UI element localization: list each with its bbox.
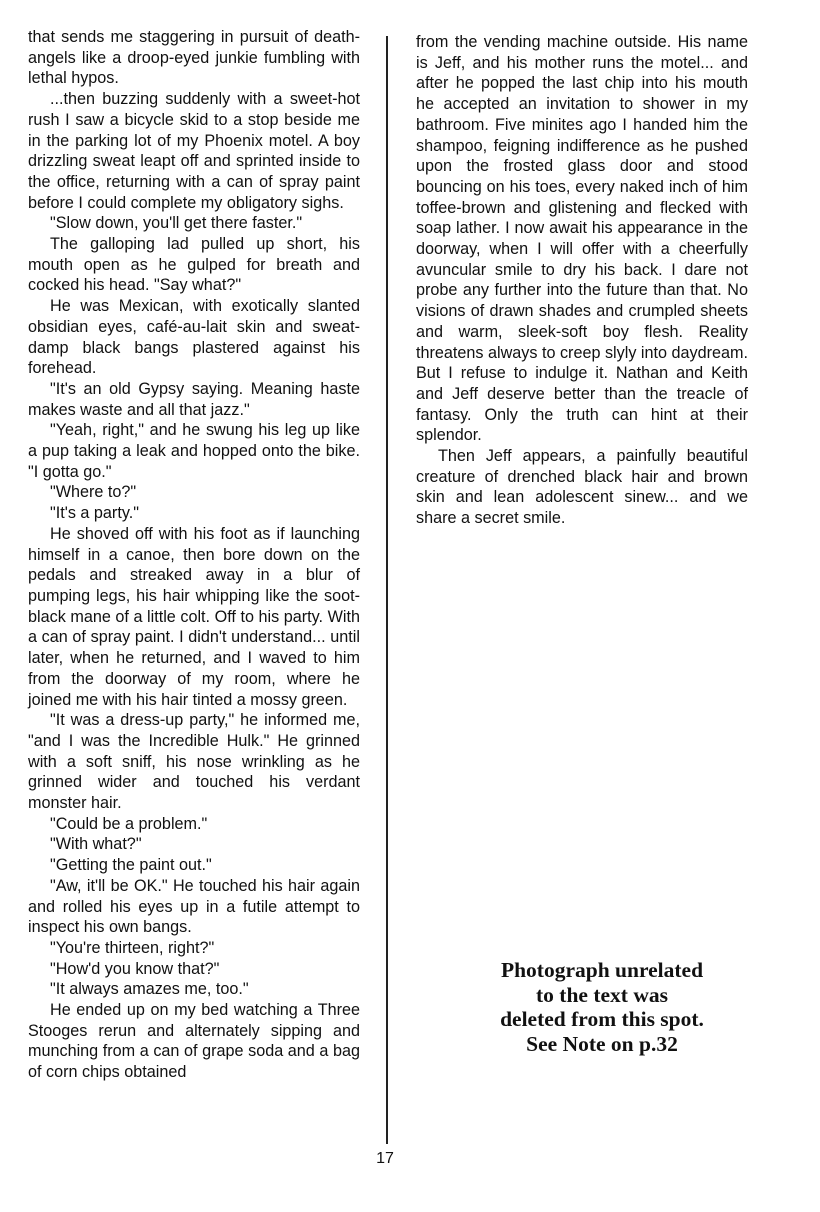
paragraph: "You're thirteen, right?"	[50, 938, 215, 957]
paragraph: "It was a dress-up party," he informed me, "and I was the Incredible Hulk." He grinned with a soft sniff, his nose wrinkling as he grinned wider and touched his verdant monster hair.	[28, 711, 360, 813]
page-number: 17	[376, 1150, 394, 1167]
paragraph: "How'd you know that?"	[50, 959, 220, 978]
paragraph: "It's an old Gypsy saying. Meaning haste makes waste and all that jazz."	[28, 379, 360, 419]
paragraph: ...then buzzing suddenly with a sweet-hot rush I saw a bicycle skid to a stop beside me in the parking lot of my Phoenix motel. A boy drizzling sweat leapt off and sprinted inside to the office, returning with a can of spray paint before I could complete my obligatory sighs.	[28, 90, 360, 212]
note-line: Photograph unrelated	[500, 958, 704, 982]
note-line: deleted from this spot.	[500, 1007, 704, 1031]
paragraph: "Getting the paint out."	[50, 856, 212, 875]
paragraph: The galloping lad pulled up short, his mouth open as he gulped for breath and cocked his head. "Say what?"	[28, 235, 360, 295]
paragraph: "It always amazes me, too."	[50, 980, 249, 999]
paragraph: "Aw, it'll be OK." He touched his hair again and rolled his eyes up in a futile attempt to inspect his own bangs.	[28, 876, 360, 937]
paragraph: He was Mexican, with exotically slanted obsidian eyes, café-au-lait skin and sweat-damp black bangs plastered against his forehead.	[28, 297, 360, 378]
right-text-column	[416, 32, 748, 529]
paragraph: from the vending machine outside. His name is Jeff, and his mother runs the motel... and after he popped the last chip into his mouth he accepted an invitation to shower in my bathroom. Five minites ago I handed him the shampoo, feigning indifference as he pushed upon the frosted glass door and stood bouncing on his toes, every naked inch of him toffee-brown and glistening and flecked with soap lather. I now await his appearance in the doorway, when I will offer with a cheerfully avuncular smile to dry his back. I dare not probe any further into the future than that. No visions of drawn shades and crumpled sheets and warm, sleek-soft boy flesh. Reality threatens always to creep slyly into daydream. But I refuse to indulge it. Nathan and Keith and Jeff deserve better than the treacle of fantasy. Only the truth can hint at their splendor.	[416, 33, 749, 445]
column-divider	[386, 36, 388, 1144]
paragraph: "With what?"	[50, 835, 142, 854]
paragraph: He ended up on my bed watching a Three Stooges rerun and alternately sipping and munching from a can of grape soda and a bag of corn chips obtained	[28, 1001, 360, 1082]
note-line: to the text was	[536, 982, 668, 1007]
left-text-column	[28, 27, 360, 1083]
paragraph: "Where to?"	[50, 483, 137, 502]
paragraph: "Could be a problem."	[50, 814, 208, 833]
paragraph: "It's a party."	[50, 504, 139, 523]
paragraph: "Slow down, you'll get there faster."	[50, 214, 303, 233]
note-line: See Note on p.32	[526, 1031, 678, 1056]
paragraph: that sends me staggering in pursuit of death-angels like a droop-eyed junkie fumbling with lethal hypos.	[28, 28, 360, 88]
paragraph: Then Jeff appears, a painfully beautiful creature of drenched black hair and brown skin and lean adolescent sinew... and we share a secret smile.	[416, 447, 748, 528]
paragraph: He shoved off with his foot as if launching himself in a canoe, then bore down on the pedals and streaked away in a blur of pumping legs, his hair whipping like the soot-black mane of a little colt. Off to his party. With a can of spray paint. I didn't understand... until later, when he returned, and I waved to him from the doorway of my room, where he joined me with his hair tinted a mossy green.	[28, 524, 360, 709]
photo-removed-note	[462, 958, 742, 1056]
paragraph: "Yeah, right," and he swung his leg up like a pup taking a leak and hopped onto the bike. "I gotta go."	[28, 421, 360, 481]
